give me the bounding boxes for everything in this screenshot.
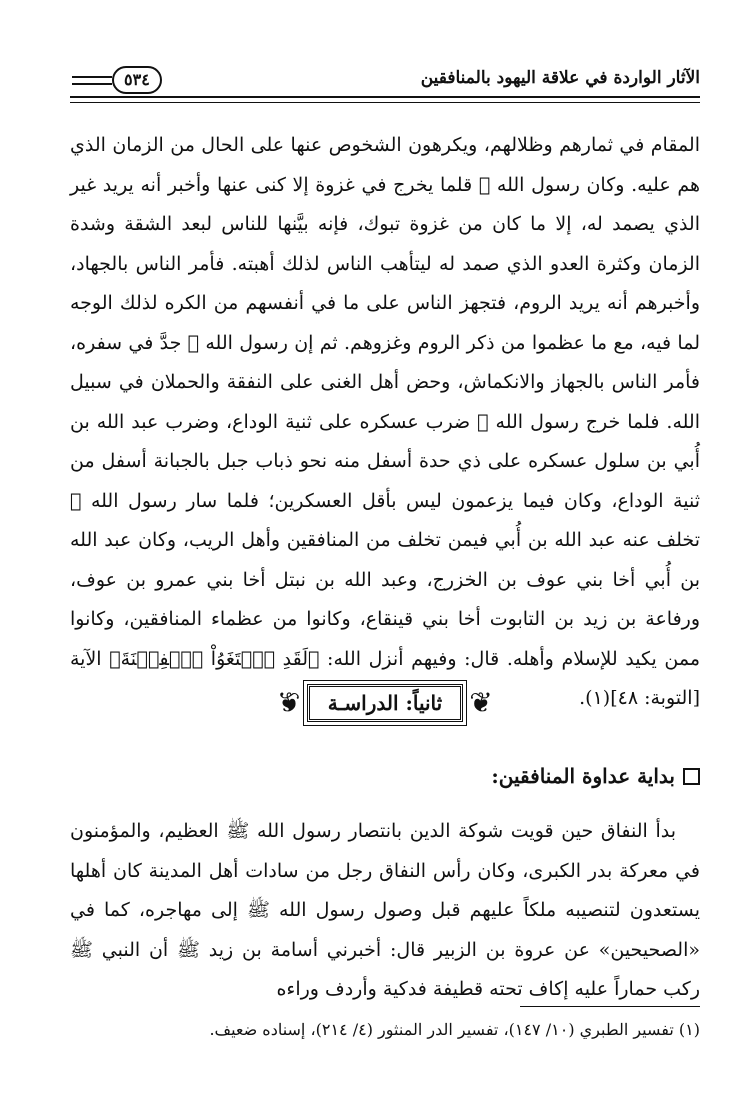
section-title: ثانياً: الدراسـة (307, 684, 463, 722)
paragraph-2: بدأ النفاق حين قويت شوكة الدين بانتصار رسول الله ﷺ العظيم، والمؤمنون في معركة بدر الكبرى، وكان رأس النفاق رجل من سادات أهل المدينة كان أهلها يستعدون لتنصيبه ملكاً عليهم قبل وصول رسول الله ﷺ إلى مهاجره، كما في «الصحيحين» عن عروة بن الزبير قال: أخبرني أسامة بن زيد ﷺ أن النبي ﷺ ركب حماراً عليه إكاف تحته قطيفة فدكية وأردف وراءه (70, 820, 700, 1000)
running-title: الآثار الواردة في علاقة اليهود بالمنافقين (420, 68, 700, 88)
floral-ornament-icon: ❦ (277, 686, 301, 719)
main-text-block (70, 126, 700, 719)
subheading (491, 764, 700, 788)
floral-ornament-icon: ❦ (469, 686, 493, 719)
book-page (70, 60, 700, 1090)
subheading-text: بداية عداوة المنافقين: (491, 764, 675, 788)
square-bullet-icon (683, 768, 700, 785)
footnote: (١) تفسير الطبري (١٠/ ١٤٧)، تفسير الدر المنثور (٤/ ٢١٤)، إسناده ضعيف. (209, 1020, 700, 1039)
second-text-block (70, 812, 700, 1010)
header-divider (70, 96, 700, 103)
footnote-divider (520, 1006, 700, 1007)
page-number: ٥٣٤ (112, 66, 162, 94)
header-ornament-rule (72, 76, 112, 85)
page-header (70, 60, 700, 100)
section-banner (70, 684, 700, 722)
paragraph-1: المقام في ثمارهم وظلالهم، ويكرهون الشخوص عنها على الحال من الزمان الذي هم عليه. وكان رسول الله ﷺ قلما يخرج في غزوة إلا كنى عنها وأخبر أنه يريد غير الذي يصمد له، إلا ما كان من غزوة تبوك، فإنه بيَّنها للناس لبعد الشقة وشدة الزمان وكثرة العدو الذي صمد له ليتأهب الناس لذلك أهبته. فأمر الناس بالجهاد، وأخبرهم أنه يريد الروم، فتجهز الناس على ما في أنفسهم من الكره لذلك الوجه لما فيه، مع ما عظموا من ذكر الروم وغزوهم. ثم إن رسول الله ﷺ جدَّ في سفره، فأمر الناس بالجهاز والانكماش، وحض أهل الغنى على النفقة والحملان في سبيل الله. فلما خرج رسول الله ﷺ ضرب عسكره على ثنية الوداع، وضرب عبد الله بن أُبي بن سلول عسكره على ذي حدة أسفل منه نحو ذباب جبل بالجبانة أسفل من ثنية الوداع، وكان فيما يزعمون ليس بأقل العسكرين؛ فلما سار رسول الله ﷺ تخلف عنه عبد الله بن أُبي فيمن تخلف من المنافقين وأهل الريب، وكان عبد الله بن أُبي أخا بني عوف بن الخزرج، وعبد الله بن نبتل أخا بني عمرو بن عوف، ورفاعة بن زيد بن التابوت أخا بني قينقاع، وكانوا من عظماء المنافقين، وكانوا ممن يكيد للإسلام وأهله. قال: وفيهم أنزل الله: ﴿لَقَدِ ٱبۡتَغَوُاْ ٱلۡفِتۡنَةَ﴾ الآية [التوبة: ٤٨](١). (70, 134, 700, 709)
page-number-badge (70, 66, 162, 94)
